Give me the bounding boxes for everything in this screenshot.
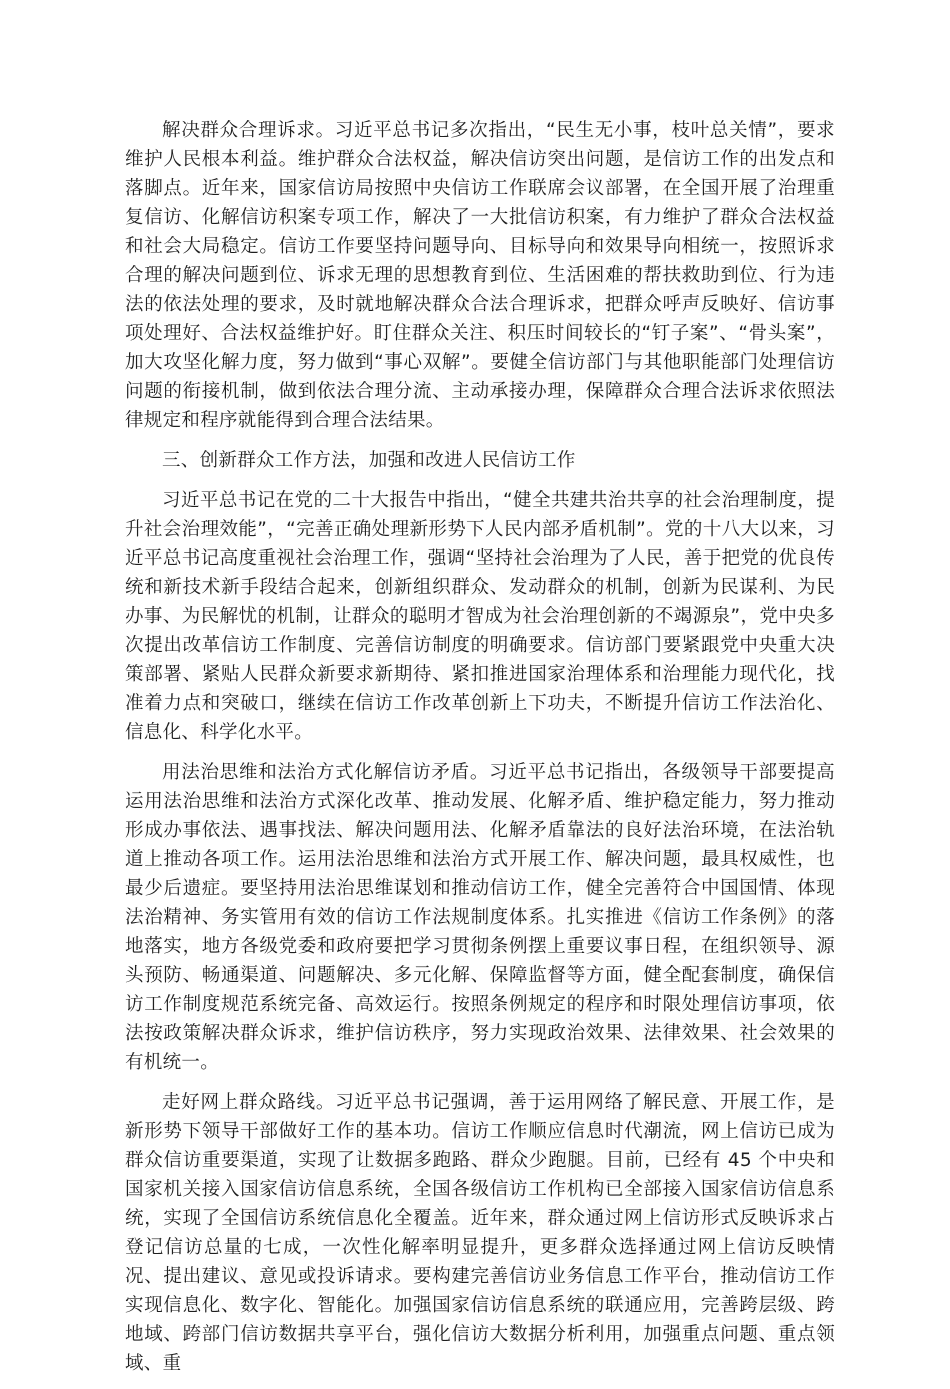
paragraph-resolve-demands: 解决群众合理诉求。习近平总书记多次指出，“民生无小事，枝叶总关情”，要求维护人民根本利益。维护群众合法权益，解决信访突出问题，是信访工作的出发点和落脚点。近年来，国家信访局按照中央信访工作联席会议部署，在全国开展了治理重复信访、化解信访积案专项工作，解决了一大批信访积案，有力维护了群众合法权益和社会大局稳定。信访工作要坚持问题导向、目标导向和效果导向相统一，按照诉求合理的解决问题到位、诉求无理的思想教育到位、生活困难的帮扶救助到位、行为违法的依法处理的要求，及时就地解决群众合法合理诉求，把群众呼声反映好、信访事项处理好、合法权益维护好。盯住群众关注、积压时间较长的“钉子案”、“骨头案”，加大攻坚化解力度，努力做到“事心双解”。要健全信访部门与其他职能部门处理信访问题的衔接机制，做到依法合理分流、主动承接办理，保障群众合理合法诉求依照法律规定和程序就能得到合理合法结果。 — [125, 120, 835, 431]
document-body — [125, 116, 835, 1389]
paragraph-online-mass-line: 走好网上群众路线。习近平总书记强调，善于运用网络了解民意、开展工作，是新形势下领导干部做好工作的基本功。信访工作顺应信息时代潮流，网上信访已成为群众信访重要渠道，实现了让数据多跑路、群众少跑腿。目前，已经有 45 个中央和国家机关接入国家信访信息系统，全国各级信访工作机构已全部接入国家信访信息系统，实现了全国信访系统信息化全覆盖。近年来，群众通过网上信访形式反映诉求占登记信访总量的七成，一次性化解率明显提升，更多群众选择通过网上信访反映情况、提出建议、意见或投诉请求。要构建完善信访业务信息工作平台，推动信访工作实现信息化、数字化、智能化。加强国家信访信息系统的联通应用，完善跨层级、跨地域、跨部门信访数据共享平台，强化信访大数据分析利用，加强重点问题、重点领域、重 — [125, 1092, 835, 1374]
paragraph-rule-of-law: 用法治思维和法治方式化解信访矛盾。习近平总书记指出，各级领导干部要提高运用法治思维和法治方式深化改革、推动发展、化解矛盾、维护稳定能力，努力推动形成办事依法、遇事找法、解决问题用法、化解矛盾靠法的良好法治环境，在法治轨道上推动各项工作。运用法治思维和法治方式开展工作、解决问题，最具权威性，也最少后遗症。要坚持用法治思维谋划和推动信访工作，健全完善符合中国国情、体现法治精神、务实管用有效的信访工作法规制度体系。扎实推进《信访工作条例》的落地落实，地方各级党委和政府要把学习贯彻条例摆上重要议事日程，在组织领导、源头预防、畅通渠道、问题解决、多元化解、保障监督等方面，健全配套制度，确保信访工作制度规范系统完备、高效运行。按照条例规定的程序和时限处理信访事项，依法按政策解决群众诉求，维护信访秩序，努力实现政治效果、法律效果、社会效果的有机统一。 — [125, 762, 835, 1073]
paragraph-innovate-methods: 习近平总书记在党的二十大报告中指出，“健全共建共治共享的社会治理制度，提升社会治理效能”，“完善正确处理新形势下人民内部矛盾机制”。党的十八大以来，习近平总书记高度重视社会治理工作，强调“坚持社会治理为了人民，善于把党的优良传统和新技术新手段结合起来，创新组织群众、发动群众的机制，创新为民谋利、为民办事、为民解忧的机制，让群众的聪明才智成为社会治理创新的不竭源泉”，党中央多次提出改革信访工作制度、完善信访制度的明确要求。信访部门要紧跟党中央重大决策部署、紧贴人民群众新要求新期待、紧扣推进国家治理体系和治理能力现代化，找准着力点和突破口，继续在信访工作改革创新上下功夫，不断提升信访工作法治化、信息化、科学化水平。 — [125, 490, 835, 743]
section-heading-3: 三、创新群众工作方法，加强和改进人民信访工作 — [162, 450, 576, 471]
